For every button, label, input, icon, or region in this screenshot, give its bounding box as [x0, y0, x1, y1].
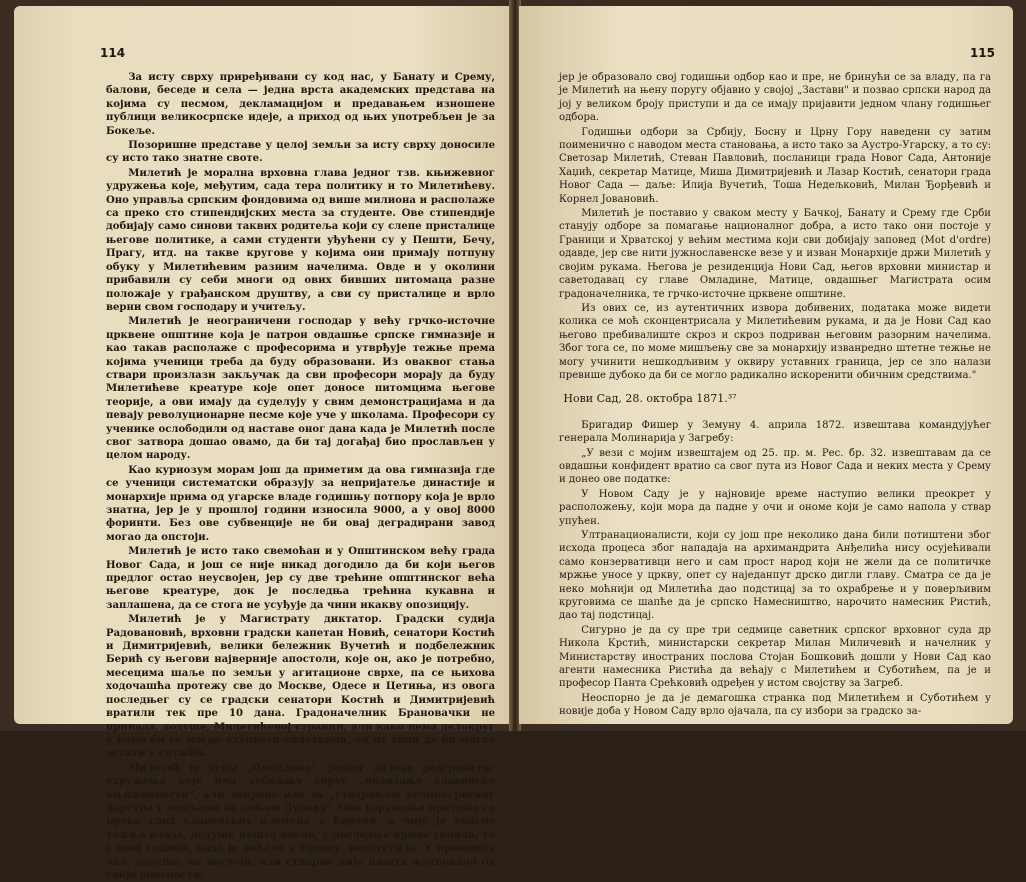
paragraph: Ултранационалисти, који су још пре неколико дана били потиштени због исхода процеса због нападаја на архимандрита Анђелића нису осујећивали само конзервативци него и сам прост народ који не жели да се политичке мржње уносе у цркву, опет су наједанпут дрско дигли главу. Сматра се да је неко моћнији од Милетића дао подстицај за то охрабрење и у поверљивим круговима се шапће да је српско Намесништво, нарочито намесник Ристић, дао тај подстицај. — [559, 530, 991, 622]
paragraph: Сигурно је да су пре три седмице саветник српског врховног суда др Никола Крстић, министарски секретар Милан Миличевић и начелник у Министарству иностраних послова Стојан Бошковић дошли у Нови Сад као агенти намесника Ристића да већају с Милетићем и Суботићем, па је и професор Панта Срећковић одређен у истом својству за Загреб. — [559, 624, 991, 690]
date-line: Нови Сад, 28. октобра 1871.³⁷ — [563, 392, 737, 406]
paragraph: Милетић је неограничени господар у већу грчко-источне црквене општине која је патрон овдашње српске гимназије и као такав располаже с професорима и утврђује тежње према којима ученици треба да буду образовани. Из оваквог стања ствари произлази закључак да сви професори морају да буду Милетићеве креатуре које опет доносе питомцима његове теорије, а ови имају да суделују у свим демонстрацијама и да певају револуционарне песме које уче у школама. Професори су ученике ослободили од наставе оног дана када је Милетић после свог затвора дошао овамо, да би тај догађај био прослављен у целом народу. — [106, 316, 495, 462]
right-page-body-bottom — [559, 419, 991, 719]
paragraph: јер је образовало свој годишњи одбор као и пре, не бринући се за владу, па га је Милетић на њену поругу објавио у својој „Застави" и позвао српски народ да јој у великом броју приступи и да се имају пријавити једном члану годишњег одбора. — [559, 72, 991, 124]
paragraph: „У вези с мојим извештајем од 25. пр. м. Рес. бр. 32. извештавам да се овдашњи конфидент вратио са свог пута из Новог Сада и неких места у Срему и донео ове податке: — [559, 447, 991, 486]
right-page-body-top — [559, 71, 991, 382]
left-page — [14, 6, 511, 881]
paragraph: Бригадир Фишер у Земуну 4. априла 1872. извештава командујућег генерала Молинарија у Загребу: — [559, 419, 991, 445]
paragraph: За исту сврху приређивани су код нас, у Банату и Срему, балови, беседе и села — једна врста академских представа на којима су песмом, декламацијом и предавањем изношене публици великосрпске идеје, а приход од њих употребљен је за Бокеље. — [106, 72, 495, 137]
section-gap — [559, 407, 991, 419]
page-number-right: 115 — [969, 46, 995, 60]
page-number-left: 114 — [100, 46, 126, 60]
paragraph: Милетић је морална врховна глава једног тзв. књижевног удружења које, међутим, сада тера политику и то Милетићеву. Оно управља српским фондовима од више милиона и располаже са преко сто стипендијских места за студенте. Ове стипендије добијају само синови таквих родитеља који су слепе присталице његове политике, а сами студенти уђућени су у Пешти, Бечу, Прагу, итд. на такве кругове у којима они примају потпуну обуку у Милетићевим разним начелима. Овде и у околини прибавили су себи многи од ових бивших питомаца разне положаје у грађанском друштву, а сви су присталице и врло верни свом господару и учитељу. — [106, 167, 495, 313]
paragraph: Милетић је у Магистрату диктатор. Градски судија Радовановић, врховни градски капетан Новић, сенатори Костић и Димитријевић, велики бележник Вучетић и подбележник Берић су његови најверније апостоли, које он, ако је потребно, месецима шаље по земљи у агитационе сврхе, па се њихова ходочашћа протежу све до Москве, Одесе и Цетиња, из овога последњег су се градски сенатори Костић и Димитријевић вратили тек пре 10 дана. Градоначелник Брановачки не припада, додуше, Милетићевој странци, али како нема делокруг у коме би се могао одупрети сплеткама, он их трпи да би могао остати у служби. — [106, 614, 495, 760]
right-page — [519, 6, 1013, 724]
paragraph: Позоришне представе у целој земљи за исту сврху доносиле су исто тако знатне своте. — [106, 140, 495, 165]
paragraph: У Новом Саду је у најновије време наступио велики преокрет у расположењу, који мора да падне у очи и ономе који је само напола у ствар упућен. — [559, 488, 991, 527]
paragraph: Милетић је поставио у сваком месту у Бачкој, Банату и Срему где Срби станују одборе за помагање националног добра, а исто тако они постоје у Граници и Хрватској у већим местима који сви добијају заповед (Mot d'ordre) одавде, јер све нити јужнославенске везе у и изван Монархије држи Милетић у својим рукама. Његова је резиденција Нови Сад, његов врховни министар и саветодавац су главе Омладине, Матице, овдашњег Магистрата осим градоначелника, те грчко-источне црквене општине. — [559, 208, 991, 300]
paragraph: Из ових се, из аутентичних извора добивених, података може видети колика се моћ сконцентрисала у Милетићевим рукама, и да је Нови Сад као његово пребивалиште скроз и скроз подриван његовим разорним начелима. Због тога се, по моме мишљењу све за монархију изванредно штетне тежње не могу учинити нешкодљивим у оквиру уставних граница, јер се зло налази превише дубоко да би се могло радикално искоренити обичним средствима." — [559, 302, 991, 381]
paragraph: Милетић је исто тако свемоћан и у Општинском већу града Новог Сада, и још се није никад догодило да би који његов предлог остао неусвојен, јер су две трећине општинског већа његове креатуре, док је последња трећина кукавна и заплашена, да се стога не усуђује да чини икакву опозицију. — [106, 546, 495, 611]
paragraph: Годишњи одбори за Србију, Босну и Црну Гору наведени су затим поименично с наводом места становања, а исто тако за Аустро-Угарску, а то су: Светозар Милетић, Стеван Павловић, посланици града Новог Сада, Антоније Хаџић, секретар Матице, Миша Димитријевић и Лазар Костић, сенатори града Новог Сада — даље: Илија Вучетић, Тоша Недељковић, Милан Ђорђевић и Корнел Јовановић. — [559, 126, 991, 205]
left-page-body — [106, 71, 495, 882]
paragraph: Милетић је душа „Омладине", једног далеко разгранатог удружења које има тобожњу сврху „подизање славенске књижевности", али заправо иде за „стварањем великосрпског царства у земљама на доњем Дунаву". Ово удружење протеже се преко свих славенских племена у Европи, а чије је опасне тежње влада, додуше нешто касно, у последње време уочила, те у овој години, када је већало у Вршцу, распустила. У принципу оно, додуше, не постоји, али стварно није ништа жртвовало од своје опасности, — [106, 762, 495, 881]
paragraph: Неоспорно је да је демагошка странка под Милетићем и Суботићем у новије доба у Новом Саду врло ојачала, па су избори за градско за- — [559, 692, 991, 718]
paragraph: Као куриозум морам још да приметим да ова гимназија где се ученици систематски образују за непријатеље династије и монархије прима од угарске владе годишњу потпору која је врло знатна, јер је у прошлој години износила 9000, а у овој 8000 форинти. Без ове субвенције не би овај деградирани завод могао да опстоји. — [106, 464, 495, 543]
